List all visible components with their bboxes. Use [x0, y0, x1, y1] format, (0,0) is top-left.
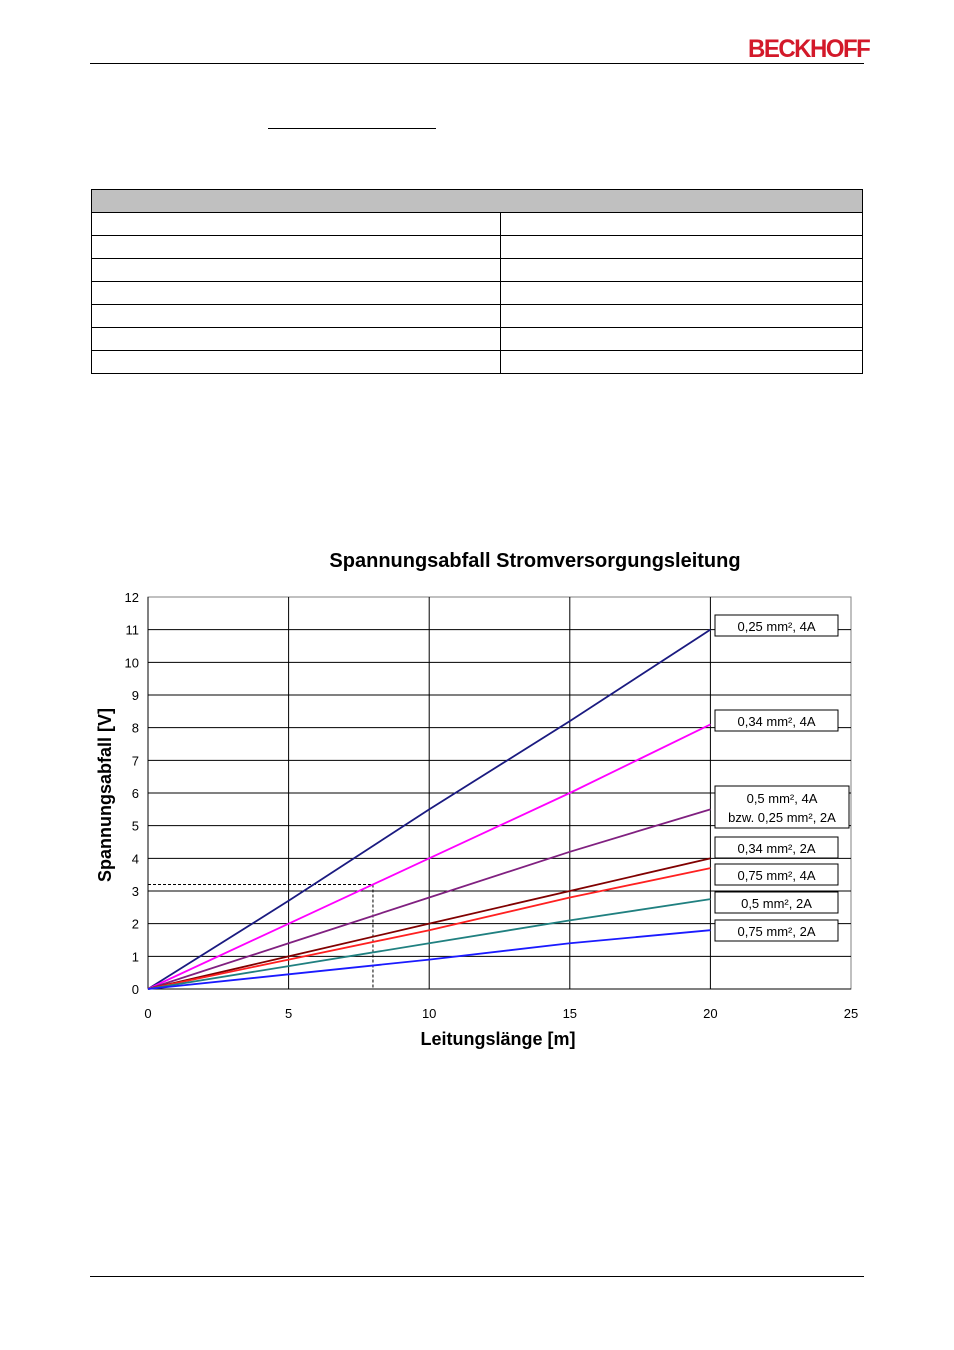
footer-rule — [90, 1276, 864, 1277]
series-label: 0,5 mm², 2A — [741, 896, 812, 911]
x-tick-label: 0 — [144, 1006, 152, 1021]
y-tick-label: 9 — [131, 688, 139, 703]
x-tick-label: 20 — [703, 1006, 718, 1021]
y-tick-label: 3 — [131, 884, 139, 899]
series-label: 0,5 mm², 4A — [746, 791, 818, 806]
series-label: 0,25 mm², 4A — [737, 619, 816, 634]
series-label-line2: bzw. 0,25 mm², 2A — [728, 810, 836, 825]
x-tick-label: 15 — [562, 1006, 578, 1021]
y-axis-label: Spannungsabfall [V] — [95, 707, 115, 883]
x-tick-label: 10 — [421, 1006, 437, 1021]
y-tick-label: 6 — [131, 786, 139, 801]
y-tick-label: 7 — [131, 753, 139, 769]
chart-title: Spannungsabfall Stromversorgungsleitung — [329, 550, 741, 572]
series-label: 0,34 mm², 4A — [737, 714, 816, 729]
series-label: 0,34 mm², 2A — [737, 841, 816, 856]
plot-area — [125, 590, 859, 1021]
y-tick-label: 4 — [131, 851, 139, 867]
y-tick-label: 11 — [125, 622, 139, 638]
x-tick-label: 5 — [284, 1006, 293, 1021]
series-label: 0,75 mm², 4A — [737, 868, 816, 883]
y-tick-label: 0 — [131, 982, 139, 997]
y-tick-label: 5 — [131, 818, 139, 834]
y-tick-label: 1 — [131, 949, 139, 965]
series-label: 0,75 mm², 2A — [737, 924, 816, 939]
x-tick-label: 25 — [843, 1006, 859, 1021]
x-axis-label: Leitungslänge [m] — [420, 1029, 576, 1049]
beckhoff-logo: BECKHOFF — [748, 35, 870, 64]
y-tick-label: 2 — [131, 916, 139, 932]
y-tick-label: 12 — [124, 590, 139, 605]
y-tick-label: 8 — [131, 720, 139, 736]
y-tick-label: 10 — [124, 655, 139, 671]
